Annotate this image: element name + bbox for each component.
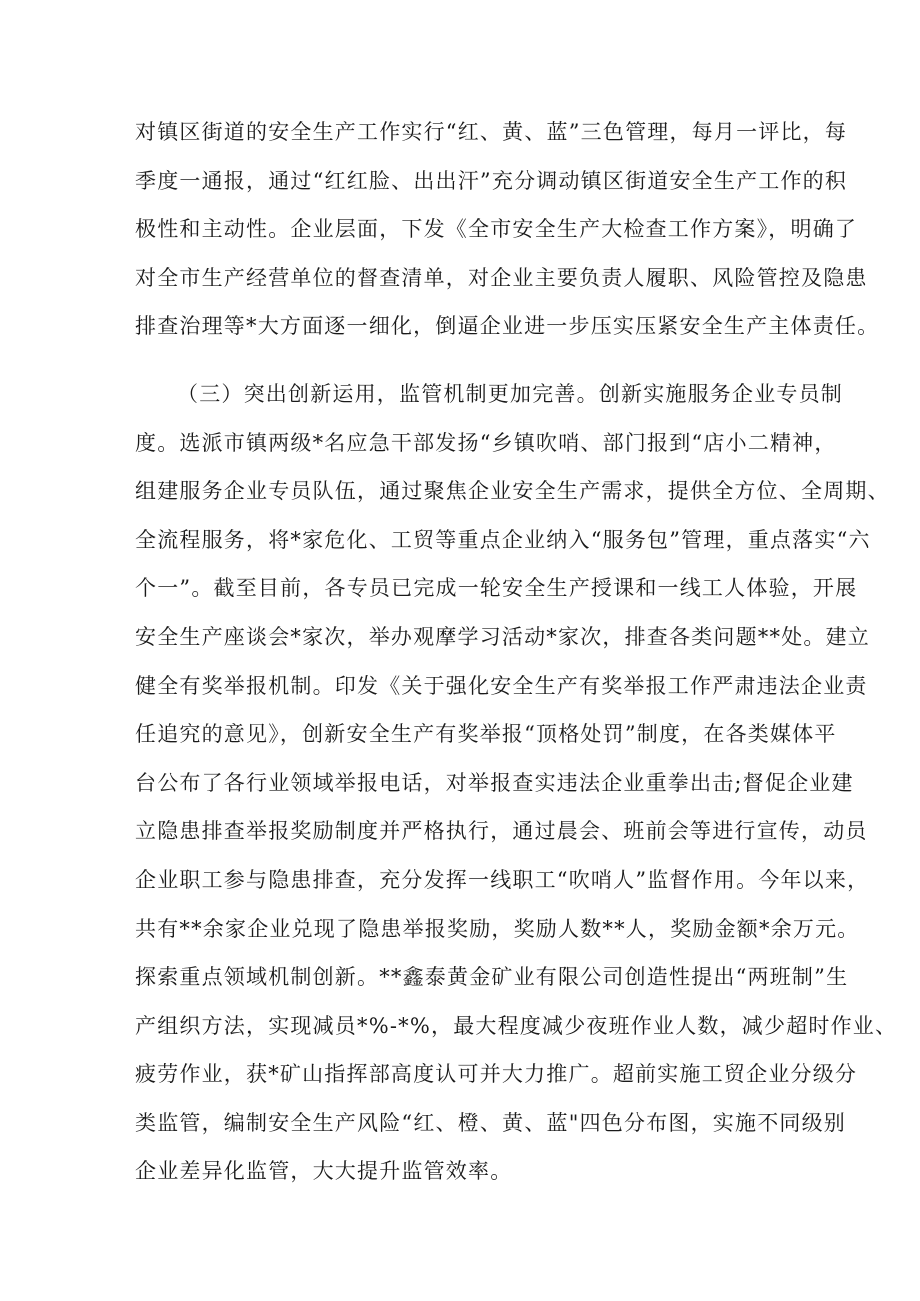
text-line: 共有**余家企业兑现了隐患举报奖励，奖励人数**人，奖励金额*余万元。 <box>135 916 860 941</box>
paragraph-gap <box>135 351 795 370</box>
text-line: 台公布了各行业领域举报电话，对举报查实违法企业重拳出击;督促企业建 <box>135 770 854 795</box>
text-line: 组建服务企业专员队伍，通过聚焦企业安全生产需求，提供全方位、全周期、 <box>135 479 890 504</box>
text-line: 对镇区街道的安全生产工作实行“红、黄、蓝”三色管理，每月一评比，每 <box>135 120 848 144</box>
text-line: 探索重点领域机制创新。**鑫泰黄金矿业有限公司创造性提出“两班制”生 <box>135 965 849 990</box>
text-line: 企业差异化监管，大大提升监管效率。 <box>135 1159 513 1184</box>
text-line: 立隐患排查举报奖励制度并严格执行，通过晨会、班前会等进行宣传，动员 <box>135 819 868 844</box>
text-line: 极性和主动性。企业层面，下发《全市安全生产大检查工作方案》，明确了 <box>135 217 858 242</box>
text-line: 疲劳作业，获*矿山指挥部高度认可并大力推广。超前实施工贸企业分级分 <box>135 1062 858 1087</box>
text-line: 个一”。截至目前，各专员已完成一轮安全生产授课和一线工人体验，开展 <box>135 576 858 601</box>
text-line: 排查治理等*大方面逐一细化，倒逼企业进一步压实压紧安全生产主体责任。 <box>135 314 880 339</box>
paragraph-color-management <box>135 108 880 351</box>
text-line: 季度一通报，通过“红红脸、出出汗”充分调动镇区街道安全生产工作的积 <box>135 168 848 193</box>
text-line: 对全市生产经营单位的督查清单，对企业主要负责人履职、风险管控及隐患 <box>135 265 868 290</box>
section-heading-line: （三）突出创新运用，监管机制更加完善。创新实施服务企业专员制 <box>177 381 843 406</box>
text-line: 类监管，编制安全生产风险“红、橙、黄、蓝"四色分布图，实施不同级别 <box>135 1110 846 1135</box>
text-line: 全流程服务，将*家危化、工贸等重点企业纳入“服务包”管理，重点落实“六 <box>135 527 871 552</box>
text-line: 健全有奖举报机制。印发《关于强化安全生产有奖举报工作严肃违法企业责 <box>135 673 868 698</box>
text-line: 企业职工参与隐患排查，充分发挥一线职工“吹哨人”监督作用。今年以来， <box>135 867 870 892</box>
text-line: 任追究的意见》，创新安全生产有奖举报“顶格处罚”制度，在各类媒体平 <box>135 722 837 747</box>
text-line: 产组织方法，实现减员*%-*%，最大程度减少夜班作业人数，减少超时作业、 <box>135 1013 898 1038</box>
document-body <box>135 108 898 1196</box>
text-line: 度。选派市镇两级*名应急干部发扬“乡镇吹哨、部门报到“店小二精神， <box>135 430 837 455</box>
paragraph-innovation-supervision <box>135 370 898 1196</box>
text-line: 安全生产座谈会*家次，举办观摩学习活动*家次，排查各类问题**处。建立 <box>135 624 870 649</box>
